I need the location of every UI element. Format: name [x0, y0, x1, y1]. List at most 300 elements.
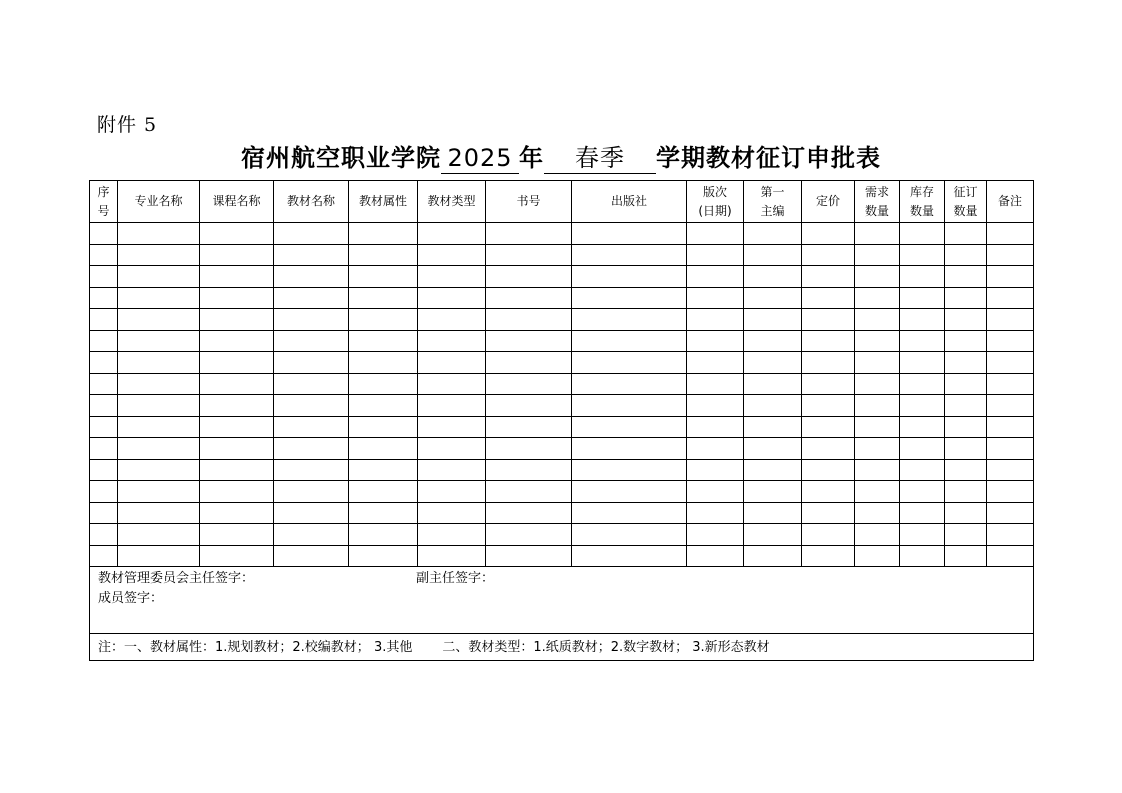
table-cell[interactable]: [200, 266, 274, 288]
table-cell[interactable]: [987, 266, 1034, 288]
table-cell[interactable]: [418, 309, 486, 331]
table-cell[interactable]: [349, 545, 418, 567]
table-cell[interactable]: [945, 524, 987, 546]
table-cell[interactable]: [572, 352, 687, 374]
table-cell[interactable]: [744, 395, 802, 417]
table-cell[interactable]: [200, 459, 274, 481]
table-cell[interactable]: [118, 223, 200, 245]
table-cell[interactable]: [855, 502, 900, 524]
table-cell[interactable]: [744, 223, 802, 245]
table-cell[interactable]: [987, 373, 1034, 395]
table-cell[interactable]: [855, 545, 900, 567]
table-cell[interactable]: [118, 481, 200, 503]
table-cell[interactable]: [572, 502, 687, 524]
table-cell[interactable]: [118, 352, 200, 374]
table-cell[interactable]: [687, 438, 744, 460]
table-cell[interactable]: [200, 481, 274, 503]
table-cell[interactable]: [349, 244, 418, 266]
column-header: [200, 181, 274, 223]
column-header-line: 号: [97, 203, 110, 218]
table-cell[interactable]: [486, 416, 572, 438]
table-cell[interactable]: [802, 545, 855, 567]
order-approval-table: [89, 180, 1034, 661]
table-cell[interactable]: [118, 502, 200, 524]
table-cell[interactable]: [945, 330, 987, 352]
table-cell[interactable]: [486, 459, 572, 481]
table-cell[interactable]: [802, 244, 855, 266]
table-cell[interactable]: [687, 545, 744, 567]
table-cell[interactable]: [987, 502, 1034, 524]
table-cell[interactable]: [572, 438, 687, 460]
table-cell[interactable]: [572, 524, 687, 546]
form-title: [0, 138, 1122, 174]
vice-director-signature-label: 副主任签字：: [416, 571, 495, 586]
table-cell[interactable]: [687, 373, 744, 395]
column-header: [744, 181, 802, 223]
table-cell[interactable]: [744, 502, 802, 524]
column-header-line: 书号: [516, 194, 541, 208]
table-row: [90, 416, 1034, 438]
table-cell[interactable]: [687, 244, 744, 266]
table-cell[interactable]: [90, 287, 118, 309]
table-row: [90, 309, 1034, 331]
table-cell[interactable]: [90, 481, 118, 503]
table-cell[interactable]: [200, 395, 274, 417]
column-header-line: 专业名称: [134, 194, 183, 208]
table-cell[interactable]: [274, 416, 349, 438]
table-cell[interactable]: [118, 438, 200, 460]
table-cell[interactable]: [987, 481, 1034, 503]
table-cell[interactable]: [744, 524, 802, 546]
table-cell[interactable]: [418, 330, 486, 352]
table-cell[interactable]: [274, 373, 349, 395]
table-cell[interactable]: [802, 416, 855, 438]
signature-area: [90, 567, 1034, 634]
table-cell[interactable]: [349, 416, 418, 438]
table-cell[interactable]: [90, 309, 118, 331]
attachment-label: 附件 5: [97, 114, 158, 136]
table-cell[interactable]: [987, 330, 1034, 352]
table-cell[interactable]: [855, 481, 900, 503]
column-header: [687, 181, 744, 223]
table-row: [90, 395, 1034, 417]
table-cell[interactable]: [274, 287, 349, 309]
table-cell[interactable]: [855, 395, 900, 417]
table-cell[interactable]: [486, 524, 572, 546]
table-cell[interactable]: [687, 481, 744, 503]
table-cell[interactable]: [687, 395, 744, 417]
table-cell[interactable]: [118, 330, 200, 352]
table-cell[interactable]: [900, 223, 945, 245]
table-cell[interactable]: [90, 416, 118, 438]
table-cell[interactable]: [802, 223, 855, 245]
table-cell[interactable]: [572, 223, 687, 245]
table-cell[interactable]: [744, 438, 802, 460]
table-cell[interactable]: [418, 266, 486, 288]
table-row: [90, 330, 1034, 352]
table-cell[interactable]: [987, 416, 1034, 438]
table-cell[interactable]: [945, 481, 987, 503]
table-cell[interactable]: [274, 395, 349, 417]
table-cell[interactable]: [687, 330, 744, 352]
table-cell[interactable]: [90, 266, 118, 288]
table-cell[interactable]: [274, 266, 349, 288]
title-year-field: 2025: [441, 145, 519, 174]
table-cell[interactable]: [802, 438, 855, 460]
table-cell[interactable]: [687, 309, 744, 331]
table-cell[interactable]: [118, 373, 200, 395]
table-cell[interactable]: [418, 545, 486, 567]
table-row: [90, 244, 1034, 266]
table-cell[interactable]: [802, 309, 855, 331]
table-cell[interactable]: [274, 223, 349, 245]
table-cell[interactable]: [90, 244, 118, 266]
column-header-line: 定价: [815, 194, 840, 208]
table-cell[interactable]: [486, 287, 572, 309]
table-cell[interactable]: [900, 266, 945, 288]
table-cell[interactable]: [744, 352, 802, 374]
table-cell[interactable]: [572, 481, 687, 503]
table-cell[interactable]: [855, 244, 900, 266]
table-cell[interactable]: [486, 266, 572, 288]
table-cell[interactable]: [687, 352, 744, 374]
table-cell[interactable]: [418, 223, 486, 245]
table-cell[interactable]: [200, 438, 274, 460]
column-header-line: 教材名称: [286, 194, 335, 208]
table-cell[interactable]: [418, 502, 486, 524]
table-cell[interactable]: [349, 459, 418, 481]
table-cell[interactable]: [349, 373, 418, 395]
table-row: [90, 287, 1034, 309]
table-cell[interactable]: [90, 373, 118, 395]
table-cell[interactable]: [802, 373, 855, 395]
table-cell[interactable]: [274, 481, 349, 503]
table-cell[interactable]: [418, 395, 486, 417]
table-cell[interactable]: [744, 481, 802, 503]
column-header: [274, 181, 349, 223]
note-material-types: 二、教材类型：1.纸质教材；2.数字教材； 3.新形态教材: [442, 639, 770, 655]
table-cell[interactable]: [802, 395, 855, 417]
column-header: [802, 181, 855, 223]
table-cell[interactable]: [987, 459, 1034, 481]
table-cell[interactable]: [855, 524, 900, 546]
table-cell[interactable]: [900, 287, 945, 309]
table-row: [90, 223, 1034, 245]
table-cell[interactable]: [418, 481, 486, 503]
table-cell[interactable]: [900, 244, 945, 266]
table-cell[interactable]: [687, 223, 744, 245]
column-header: [900, 181, 945, 223]
director-signature-label: 教材管理委员会主任签字：: [98, 571, 255, 586]
table-cell[interactable]: [855, 416, 900, 438]
table-cell[interactable]: [118, 459, 200, 481]
table-cell[interactable]: [945, 287, 987, 309]
table-cell[interactable]: [349, 223, 418, 245]
table-cell[interactable]: [744, 309, 802, 331]
table-cell[interactable]: [486, 223, 572, 245]
table-cell[interactable]: [900, 438, 945, 460]
column-header-line: 数量: [864, 203, 889, 218]
table-cell[interactable]: [900, 352, 945, 374]
title-suffix: 学期教材征订申批表: [656, 144, 881, 172]
table-cell[interactable]: [855, 352, 900, 374]
table-cell[interactable]: [90, 545, 118, 567]
table-cell[interactable]: [987, 438, 1034, 460]
table-cell[interactable]: [274, 244, 349, 266]
table-cell[interactable]: [802, 524, 855, 546]
table-cell[interactable]: [987, 352, 1034, 374]
table-cell[interactable]: [802, 502, 855, 524]
table-cell[interactable]: [486, 395, 572, 417]
column-header: [945, 181, 987, 223]
table-cell[interactable]: [572, 330, 687, 352]
table-cell[interactable]: [349, 330, 418, 352]
table-cell[interactable]: [945, 545, 987, 567]
table-cell[interactable]: [274, 330, 349, 352]
table-cell[interactable]: [418, 416, 486, 438]
table-cell[interactable]: [572, 459, 687, 481]
table-cell[interactable]: [200, 223, 274, 245]
table-cell[interactable]: [486, 438, 572, 460]
table-cell[interactable]: [900, 545, 945, 567]
table-cell[interactable]: [572, 395, 687, 417]
table-cell[interactable]: [200, 502, 274, 524]
table-cell[interactable]: [200, 373, 274, 395]
column-header-line: 库存: [909, 184, 934, 199]
table-cell[interactable]: [274, 459, 349, 481]
table-cell[interactable]: [855, 459, 900, 481]
table-cell[interactable]: [945, 416, 987, 438]
table-cell[interactable]: [900, 502, 945, 524]
table-row: [90, 545, 1034, 567]
table-cell[interactable]: [118, 524, 200, 546]
table-cell[interactable]: [987, 524, 1034, 546]
column-header: [855, 181, 900, 223]
table-cell[interactable]: [572, 545, 687, 567]
table-cell[interactable]: [486, 309, 572, 331]
table-cell[interactable]: [945, 352, 987, 374]
column-header-line: 数量: [909, 203, 934, 218]
table-cell[interactable]: [349, 352, 418, 374]
table-cell[interactable]: [349, 395, 418, 417]
table-cell[interactable]: [572, 244, 687, 266]
table-cell[interactable]: [802, 352, 855, 374]
table-cell[interactable]: [802, 481, 855, 503]
table-cell[interactable]: [486, 373, 572, 395]
column-header: [349, 181, 418, 223]
table-cell[interactable]: [486, 545, 572, 567]
table-cell[interactable]: [349, 502, 418, 524]
column-header-line: 需求: [864, 184, 889, 199]
table-cell[interactable]: [855, 287, 900, 309]
table-cell[interactable]: [987, 545, 1034, 567]
table-cell[interactable]: [486, 481, 572, 503]
table-row: [90, 502, 1034, 524]
table-cell[interactable]: [200, 545, 274, 567]
column-header: [118, 181, 200, 223]
table-cell[interactable]: [744, 244, 802, 266]
table-cell[interactable]: [90, 352, 118, 374]
table-cell[interactable]: [900, 330, 945, 352]
column-header: [90, 181, 118, 223]
note-material-attributes: 注：一、教材属性：1.规划教材；2.校编教材； 3.其他: [98, 639, 413, 655]
table-cell[interactable]: [200, 416, 274, 438]
header-row: [90, 181, 1034, 223]
title-year-suffix: 年: [519, 144, 544, 172]
table-cell[interactable]: [349, 309, 418, 331]
table-cell[interactable]: [900, 373, 945, 395]
table-cell[interactable]: [274, 352, 349, 374]
table-row: [90, 524, 1034, 546]
table-cell[interactable]: [855, 330, 900, 352]
table-cell[interactable]: [118, 244, 200, 266]
table-cell[interactable]: [987, 244, 1034, 266]
table-cell[interactable]: [349, 287, 418, 309]
table-cell[interactable]: [418, 524, 486, 546]
table-cell[interactable]: [118, 287, 200, 309]
table-cell[interactable]: [744, 459, 802, 481]
table-cell[interactable]: [802, 266, 855, 288]
table-cell[interactable]: [90, 223, 118, 245]
table-cell[interactable]: [90, 330, 118, 352]
table-cell[interactable]: [90, 438, 118, 460]
table-cell[interactable]: [200, 352, 274, 374]
table-cell[interactable]: [987, 395, 1034, 417]
table-cell[interactable]: [200, 309, 274, 331]
table-cell[interactable]: [945, 373, 987, 395]
table-row: [90, 438, 1034, 460]
table-cell[interactable]: [900, 395, 945, 417]
table-cell[interactable]: [900, 309, 945, 331]
table-cell[interactable]: [802, 459, 855, 481]
table-cell[interactable]: [945, 309, 987, 331]
column-header-line: 第一: [760, 184, 785, 199]
table-cell[interactable]: [118, 309, 200, 331]
table-cell[interactable]: [486, 352, 572, 374]
column-header: [418, 181, 486, 223]
table-cell[interactable]: [274, 438, 349, 460]
column-header-line: 数量: [953, 203, 978, 218]
title-term-field: 春季: [544, 145, 656, 174]
table-row: [90, 481, 1034, 503]
table-cell[interactable]: [418, 438, 486, 460]
table-cell[interactable]: [274, 502, 349, 524]
table-cell[interactable]: [855, 309, 900, 331]
table-cell[interactable]: [572, 266, 687, 288]
table-cell[interactable]: [687, 524, 744, 546]
table-cell[interactable]: [274, 309, 349, 331]
table-cell[interactable]: [90, 395, 118, 417]
table-cell[interactable]: [687, 287, 744, 309]
column-header-line: 备注: [997, 194, 1022, 208]
table-cell[interactable]: [744, 287, 802, 309]
table-cell[interactable]: [200, 287, 274, 309]
table-cell[interactable]: [687, 459, 744, 481]
table-cell[interactable]: [572, 373, 687, 395]
table-cell[interactable]: [572, 287, 687, 309]
table-cell[interactable]: [687, 266, 744, 288]
table-cell[interactable]: [744, 330, 802, 352]
table-cell[interactable]: [200, 524, 274, 546]
column-header: [486, 181, 572, 223]
table-cell[interactable]: [987, 309, 1034, 331]
table-cell[interactable]: [802, 287, 855, 309]
table-cell[interactable]: [855, 373, 900, 395]
table-cell[interactable]: [486, 244, 572, 266]
table-cell[interactable]: [486, 502, 572, 524]
table-cell[interactable]: [945, 502, 987, 524]
table-cell[interactable]: [945, 266, 987, 288]
table-cell[interactable]: [744, 266, 802, 288]
table-cell[interactable]: [274, 545, 349, 567]
table-cell[interactable]: [118, 416, 200, 438]
table-row: [90, 352, 1034, 374]
notes-row: [90, 634, 1034, 661]
table-cell[interactable]: [349, 481, 418, 503]
members-signature-label: 成员签字：: [98, 591, 164, 606]
table-cell[interactable]: [200, 244, 274, 266]
table-cell[interactable]: [349, 266, 418, 288]
table-cell[interactable]: [744, 416, 802, 438]
table-cell[interactable]: [987, 287, 1034, 309]
table-cell[interactable]: [855, 266, 900, 288]
table-row: [90, 266, 1034, 288]
table-cell[interactable]: [418, 373, 486, 395]
column-header: [572, 181, 687, 223]
table-cell[interactable]: [274, 524, 349, 546]
table-cell[interactable]: [945, 223, 987, 245]
table-cell[interactable]: [418, 287, 486, 309]
table-cell[interactable]: [687, 502, 744, 524]
table-cell[interactable]: [349, 524, 418, 546]
table-cell[interactable]: [855, 223, 900, 245]
table-cell[interactable]: [945, 395, 987, 417]
table-cell[interactable]: [90, 459, 118, 481]
table-cell[interactable]: [90, 502, 118, 524]
table-cell[interactable]: [900, 524, 945, 546]
table-cell[interactable]: [987, 223, 1034, 245]
table-cell[interactable]: [200, 330, 274, 352]
table-cell[interactable]: [945, 438, 987, 460]
table-cell[interactable]: [349, 438, 418, 460]
table-cell[interactable]: [744, 373, 802, 395]
table-cell[interactable]: [572, 309, 687, 331]
table-cell[interactable]: [418, 244, 486, 266]
table-cell[interactable]: [418, 459, 486, 481]
column-header-line: 教材属性: [358, 194, 407, 208]
table-cell[interactable]: [855, 438, 900, 460]
column-header-line: 主编: [760, 203, 785, 218]
table-cell[interactable]: [572, 416, 687, 438]
table-cell[interactable]: [90, 524, 118, 546]
table-cell[interactable]: [687, 416, 744, 438]
table-cell[interactable]: [945, 244, 987, 266]
column-header-line: 序: [97, 184, 110, 199]
table-cell[interactable]: [900, 416, 945, 438]
table-cell[interactable]: [900, 459, 945, 481]
table-cell[interactable]: [118, 395, 200, 417]
table-cell[interactable]: [418, 352, 486, 374]
table-cell[interactable]: [945, 459, 987, 481]
column-header-line: 征订: [953, 184, 978, 199]
table-cell[interactable]: [486, 330, 572, 352]
table-row: [90, 373, 1034, 395]
table-cell[interactable]: [118, 266, 200, 288]
table-cell[interactable]: [744, 545, 802, 567]
table-cell[interactable]: [118, 545, 200, 567]
table-cell[interactable]: [802, 330, 855, 352]
table-cell[interactable]: [900, 481, 945, 503]
